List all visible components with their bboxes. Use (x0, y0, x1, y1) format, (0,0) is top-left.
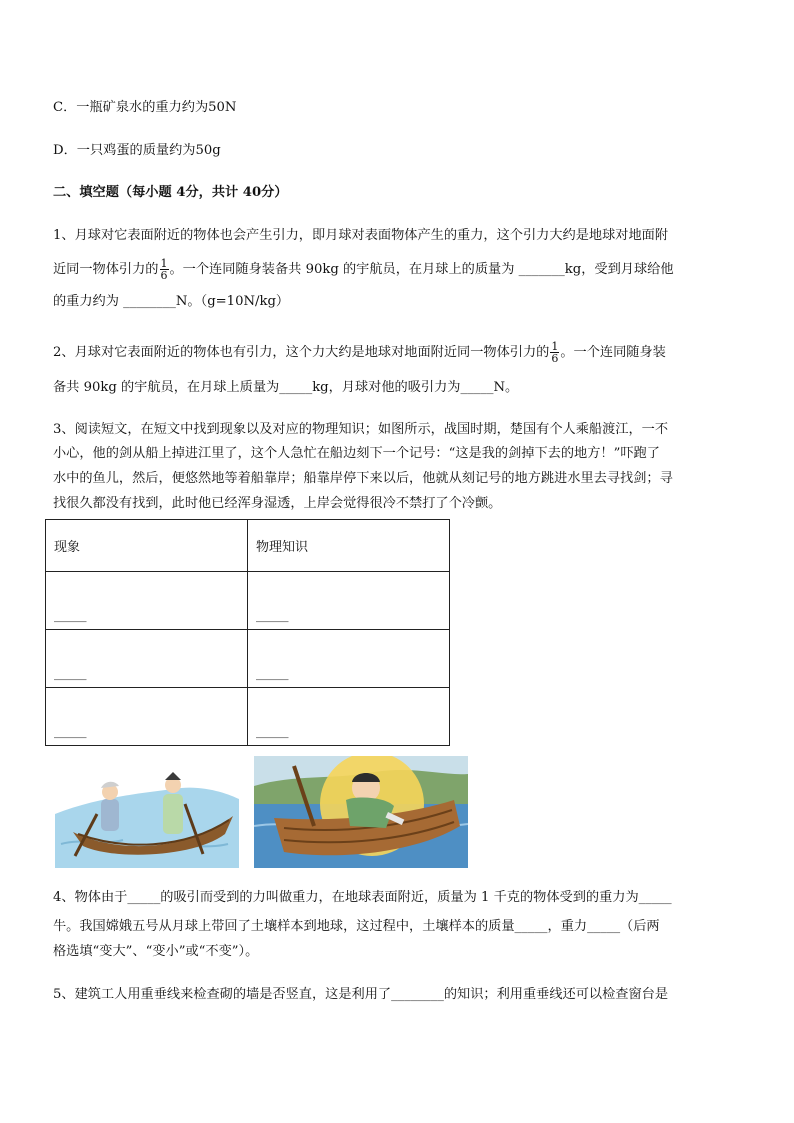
q2-line2: 备共 90kg 的宇航员，在月球上质量为_____kg，月球对他的吸引力为_____N。 (53, 380, 519, 395)
table-row (46, 630, 450, 688)
table-row (46, 688, 450, 746)
table-blank[interactable]: _____ (248, 572, 450, 630)
table-header-row (46, 520, 450, 572)
q1-line3: 的重力约为 ________N。（g=10N/kg） (53, 294, 290, 309)
table-blank[interactable]: _____ (46, 688, 248, 746)
q2-fraction (550, 341, 559, 364)
phenomenon-table (45, 519, 450, 746)
q2-frac-num: 1 (551, 340, 559, 353)
carving-boat-illustration (254, 756, 468, 868)
table-header-physics: 物理知识 (248, 520, 450, 572)
section-title: 二、填空题（每小题 4分，共计 40分） (53, 185, 288, 200)
q1-line1: 1、月球对它表面附近的物体也会产生引力，即月球对表面物体产生的重力，这个引力大约是地球对地面附 (53, 228, 669, 243)
q1-line2 (53, 258, 674, 281)
q2-line1-pre: 2、月球对它表面附近的物体也有引力，这个力大约是地球对地面附近同一物体引力的 (53, 345, 550, 360)
q1-fraction (160, 258, 169, 281)
q3-line3: 水中的鱼儿，然后，便悠然地等着船靠岸；船靠岸停下来以后，他就从刻记号的地方跳进水里去寻找剑；寻 (53, 471, 673, 486)
q1-frac-num: 1 (160, 257, 168, 270)
q3-line4: 找很久都没有找到，此时他已经浑身湿透，上岸会觉得很冷不禁打了个冷颤。 (53, 496, 502, 511)
option-d: D．一只鸡蛋的质量约为50g (53, 143, 221, 158)
q4-line1: 4、物体由于_____的吸引而受到的力叫做重力，在地球表面附近，质量为 1 千克的物体受到的重力为_____ (53, 890, 672, 905)
q4-line3: 格选填“变大”、“变小”或“不变”）。 (53, 944, 259, 959)
option-c: C．一瓶矿泉水的重力约为50N (53, 100, 237, 115)
table-blank[interactable]: _____ (248, 688, 450, 746)
q3-line2: 小心，他的剑从船上掉进江里了，这个人急忙在船边刻下一个记号：“这是我的剑掉下去的地方！”吓跑了 (53, 446, 660, 461)
q2-line1-post: 。一个连同随身装 (560, 345, 666, 360)
boat-illustration (53, 754, 239, 868)
q2-line1 (53, 341, 666, 364)
q1-frac-den: 6 (160, 269, 168, 282)
q4-line2: 牛。我国嫦娥五号从月球上带回了土壤样本到地球，这过程中，土壤样本的质量_____，重力_____（后两 (53, 919, 660, 934)
table-row (46, 572, 450, 630)
q2-frac-den: 6 (551, 352, 559, 365)
table-blank[interactable]: _____ (248, 630, 450, 688)
q1-line2-post: 。一个连同随身装备共 90kg 的宇航员，在月球上的质量为 _______kg，受到月球给他 (169, 262, 674, 277)
q3-line1: 3、阅读短文，在短文中找到现象以及对应的物理知识；如图所示，战国时期，楚国有个人乘船渡江，一不 (53, 422, 669, 437)
table-header-phenomenon: 现象 (46, 520, 248, 572)
q5-line1: 5、建筑工人用重垂线来检查砌的墙是否竖直，这是利用了________的知识；利用重垂线还可以检查窗台是 (53, 987, 669, 1002)
q1-line2-pre: 近同一物体引力的 (53, 262, 159, 277)
table-blank[interactable]: _____ (46, 630, 248, 688)
table-blank[interactable]: _____ (46, 572, 248, 630)
